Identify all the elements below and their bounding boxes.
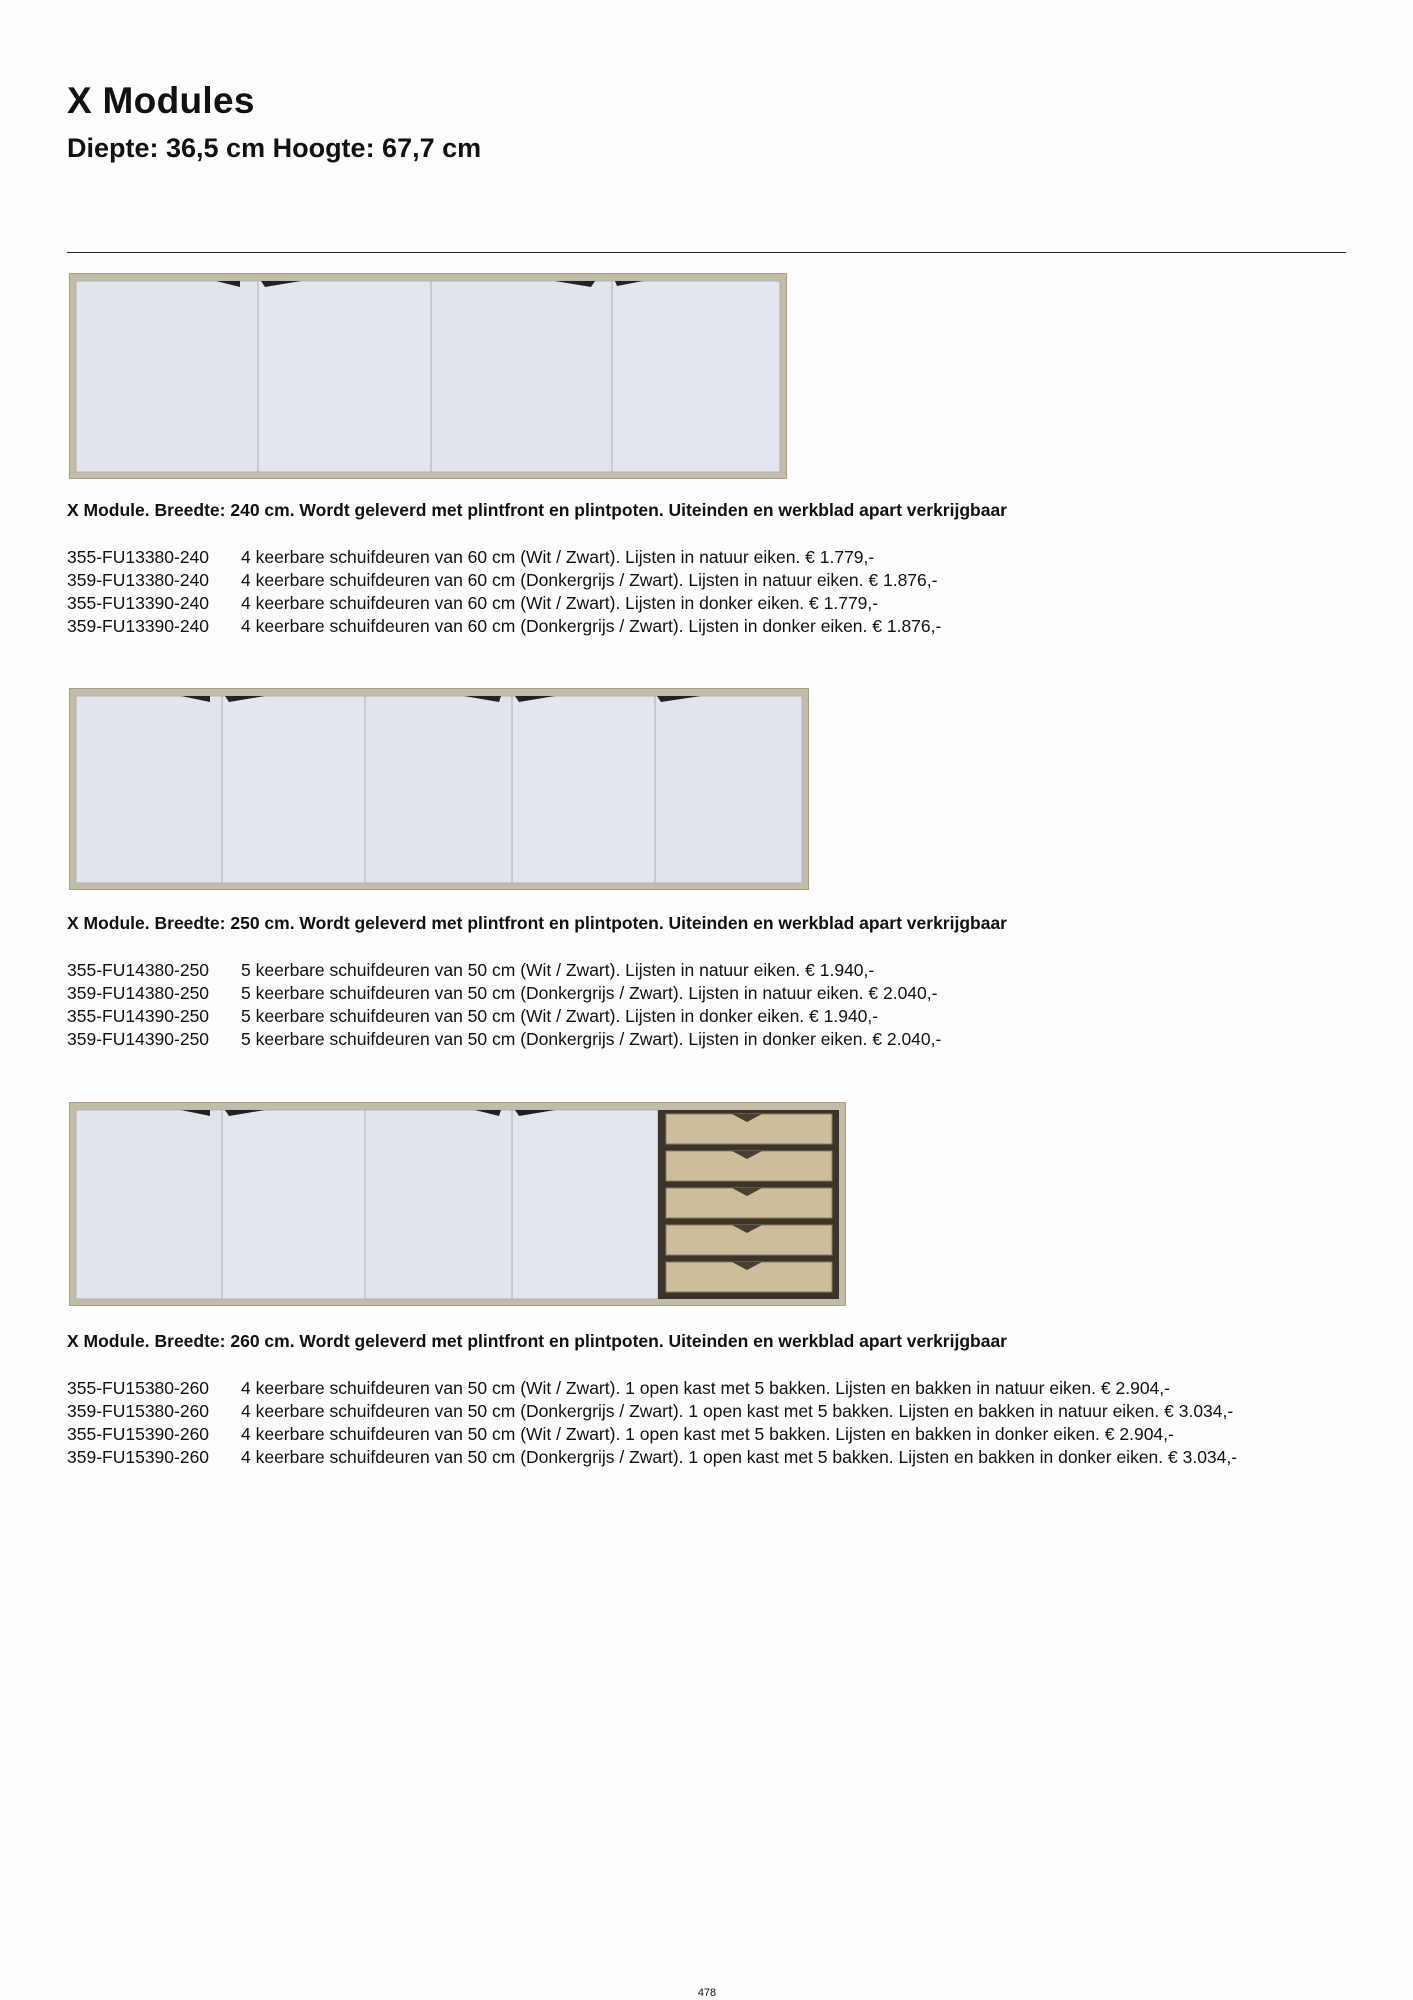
page-subtitle: Diepte: 36,5 cm Hoogte: 67,7 cm <box>67 133 482 163</box>
product-row <box>67 592 941 615</box>
page-title: X Modules <box>67 80 255 121</box>
product-code: 359-FU15380-260 <box>67 1401 210 1421</box>
sliding-door <box>76 1110 222 1299</box>
product-description: 4 keerbare schuifdeuren van 60 cm (Wit / Zwart). Lijsten in natuur eiken. € 1.779,- <box>241 547 875 567</box>
product-row <box>67 982 941 1005</box>
product-description: 4 keerbare schuifdeuren van 50 cm (Wit / Zwart). 1 open kast met 5 bakken. Lijsten en bakken in natuur eiken. € 2.904,- <box>241 1378 1170 1398</box>
product-description: 4 keerbare schuifdeuren van 60 cm (Donkergrijs / Zwart). Lijsten in natuur eiken. € 1.876,- <box>241 570 938 590</box>
sliding-door <box>365 1110 512 1299</box>
sliding-door <box>512 696 655 883</box>
product-row <box>67 1400 1237 1423</box>
product-row <box>67 959 941 982</box>
product-description: 4 keerbare schuifdeuren van 60 cm (Donkergrijs / Zwart). Lijsten in donker eiken. € 1.876,- <box>241 616 942 636</box>
product-code: 359-FU14380-250 <box>67 983 210 1003</box>
product-row <box>67 1028 941 1051</box>
sliding-door <box>365 696 512 883</box>
product-row <box>67 546 941 569</box>
product-row <box>67 615 941 638</box>
product-code: 355-FU14390-250 <box>67 1006 210 1026</box>
product-row <box>67 569 941 592</box>
sliding-door <box>222 1110 365 1299</box>
cabinet-image-250 <box>69 688 809 890</box>
product-row <box>67 1005 941 1028</box>
section-heading-250: X Module. Breedte: 250 cm. Wordt geleverd met plintfront en plintpoten. Uiteinden en werkblad apart verkrijgbaar <box>67 913 1007 933</box>
sliding-door <box>612 281 780 472</box>
product-row <box>67 1423 1237 1446</box>
sliding-door <box>222 696 365 883</box>
product-description: 5 keerbare schuifdeuren van 50 cm (Donkergrijs / Zwart). Lijsten in natuur eiken. € 2.040,- <box>241 983 938 1003</box>
open-cabinet-with-drawers <box>658 1110 839 1299</box>
product-description: 4 keerbare schuifdeuren van 60 cm (Wit / Zwart). Lijsten in donker eiken. € 1.779,- <box>241 593 879 613</box>
section-heading-260: X Module. Breedte: 260 cm. Wordt geleverd met plintfront en plintpoten. Uiteinden en werkblad apart verkrijgbaar <box>67 1331 1007 1351</box>
cabinet-image-260 <box>69 1102 846 1306</box>
product-description: 4 keerbare schuifdeuren van 50 cm (Donkergrijs / Zwart). 1 open kast met 5 bakken. Lijsten en bakken in donker eiken. € 3.034,- <box>241 1447 1238 1467</box>
product-description: 5 keerbare schuifdeuren van 50 cm (Wit / Zwart). Lijsten in donker eiken. € 1.940,- <box>241 1006 879 1026</box>
product-list-260 <box>67 1377 1237 1469</box>
section-heading-240: X Module. Breedte: 240 cm. Wordt geleverd met plintfront en plintpoten. Uiteinden en werkblad apart verkrijgbaar <box>67 500 1007 520</box>
product-code: 359-FU15390-260 <box>67 1447 210 1467</box>
sliding-door <box>258 281 431 472</box>
sliding-door <box>655 696 802 883</box>
product-list-250 <box>67 959 941 1051</box>
cabinet-image-240 <box>69 273 787 479</box>
product-code: 355-FU14380-250 <box>67 960 210 980</box>
product-code: 355-FU13390-240 <box>67 593 210 613</box>
page-number: 478 <box>697 1987 717 1999</box>
product-code: 355-FU15380-260 <box>67 1378 210 1398</box>
sliding-door <box>512 1110 658 1299</box>
product-description: 4 keerbare schuifdeuren van 50 cm (Wit / Zwart). 1 open kast met 5 bakken. Lijsten en bakken in donker eiken. € 2.904,- <box>241 1424 1174 1444</box>
product-code: 355-FU15390-260 <box>67 1424 210 1444</box>
sliding-door <box>76 696 222 883</box>
product-code: 359-FU13390-240 <box>67 616 210 636</box>
product-description: 5 keerbare schuifdeuren van 50 cm (Wit / Zwart). Lijsten in natuur eiken. € 1.940,- <box>241 960 875 980</box>
divider <box>67 252 1346 253</box>
product-code: 359-FU13380-240 <box>67 570 210 590</box>
product-code: 355-FU13380-240 <box>67 547 210 567</box>
product-row <box>67 1446 1237 1469</box>
product-code: 359-FU14390-250 <box>67 1029 210 1049</box>
product-description: 4 keerbare schuifdeuren van 50 cm (Donkergrijs / Zwart). 1 open kast met 5 bakken. Lijsten en bakken in natuur eiken. € 3.034,- <box>241 1401 1234 1421</box>
sliding-door <box>431 281 612 472</box>
sliding-door <box>76 281 258 472</box>
product-description: 5 keerbare schuifdeuren van 50 cm (Donkergrijs / Zwart). Lijsten in donker eiken. € 2.040,- <box>241 1029 942 1049</box>
product-list-240 <box>67 546 941 638</box>
product-row <box>67 1377 1237 1400</box>
